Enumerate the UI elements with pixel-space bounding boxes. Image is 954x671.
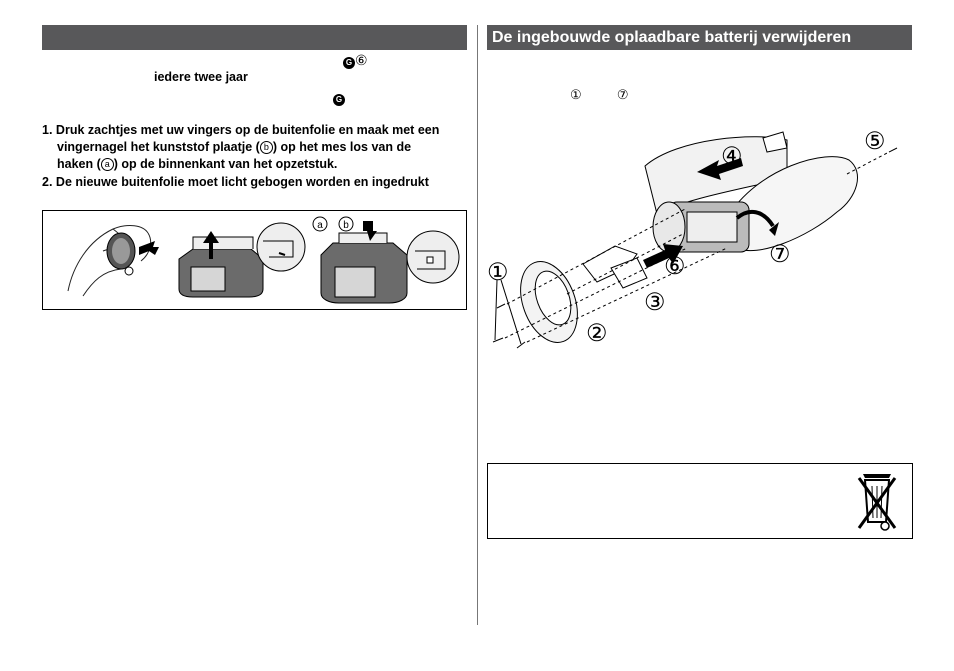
callout-7: ⑦ [769, 241, 791, 268]
callout-5: ⑤ [864, 128, 886, 155]
battery-clip [583, 246, 647, 288]
disposal-notice-box [487, 463, 913, 539]
step-start-number: ① [570, 87, 582, 102]
zoom-circle-1 [257, 223, 305, 271]
replacement-interval-text: iedere twee jaar [154, 70, 248, 84]
step-2 [42, 174, 472, 191]
crossed-out-wheelie-bin-icon [855, 468, 901, 534]
callout-2: ② [586, 320, 608, 347]
figure-reference-g6 [343, 52, 368, 69]
battery-removal-title: De ingebouwde oplaadbare batterij verwijderen [492, 29, 852, 46]
outer-foil-frame [179, 237, 263, 297]
base-cap [510, 254, 588, 351]
foil-illustration [43, 211, 466, 309]
step-text: ) op het mes los van de [272, 140, 412, 154]
g-badge-icon: G [333, 94, 345, 106]
circled-number: ⑥ [355, 52, 368, 68]
column-divider [477, 25, 478, 625]
callout-1: ① [487, 259, 509, 286]
callout-4: ④ [721, 143, 743, 170]
battery-removal-diagram [487, 118, 912, 368]
step-number: 2. [42, 175, 53, 189]
callout-6: ⑥ [664, 253, 686, 280]
callout-a-label: a [317, 220, 323, 231]
left-section-header [42, 25, 467, 50]
zoom-circle-2 [407, 231, 459, 283]
step-text: haken ( [57, 157, 101, 171]
arrow-icon [139, 241, 159, 255]
step-1 [42, 122, 472, 173]
figure-reference-g [333, 89, 345, 107]
step-text: Druk zachtjes met uw vingers op de buitenfolie en maak met een [55, 123, 440, 137]
callout-3: ③ [644, 289, 666, 316]
step-text: vingernagel het kunststof plaatje ( [57, 140, 260, 154]
g-badge-icon: G [343, 57, 355, 69]
step-number: 1. [42, 123, 53, 137]
step-end-number: ⑦ [616, 87, 629, 102]
shaver-head-small [107, 233, 135, 275]
callout-b-label: b [343, 220, 349, 231]
foil-replacement-figure [42, 210, 467, 310]
battery-removal-header [487, 25, 912, 50]
step-range-reference [570, 87, 629, 103]
shaver-head-large [321, 233, 407, 303]
circled-letter-a: a [101, 158, 114, 171]
callout-1-leaders [495, 280, 521, 344]
step-text: De nieuwe buitenfolie moet licht gebogen worden en ingedrukt [55, 175, 429, 189]
step-text: ) op de binnenkant van het opzetstuk. [113, 157, 338, 171]
circled-letter-b: b [260, 141, 273, 154]
